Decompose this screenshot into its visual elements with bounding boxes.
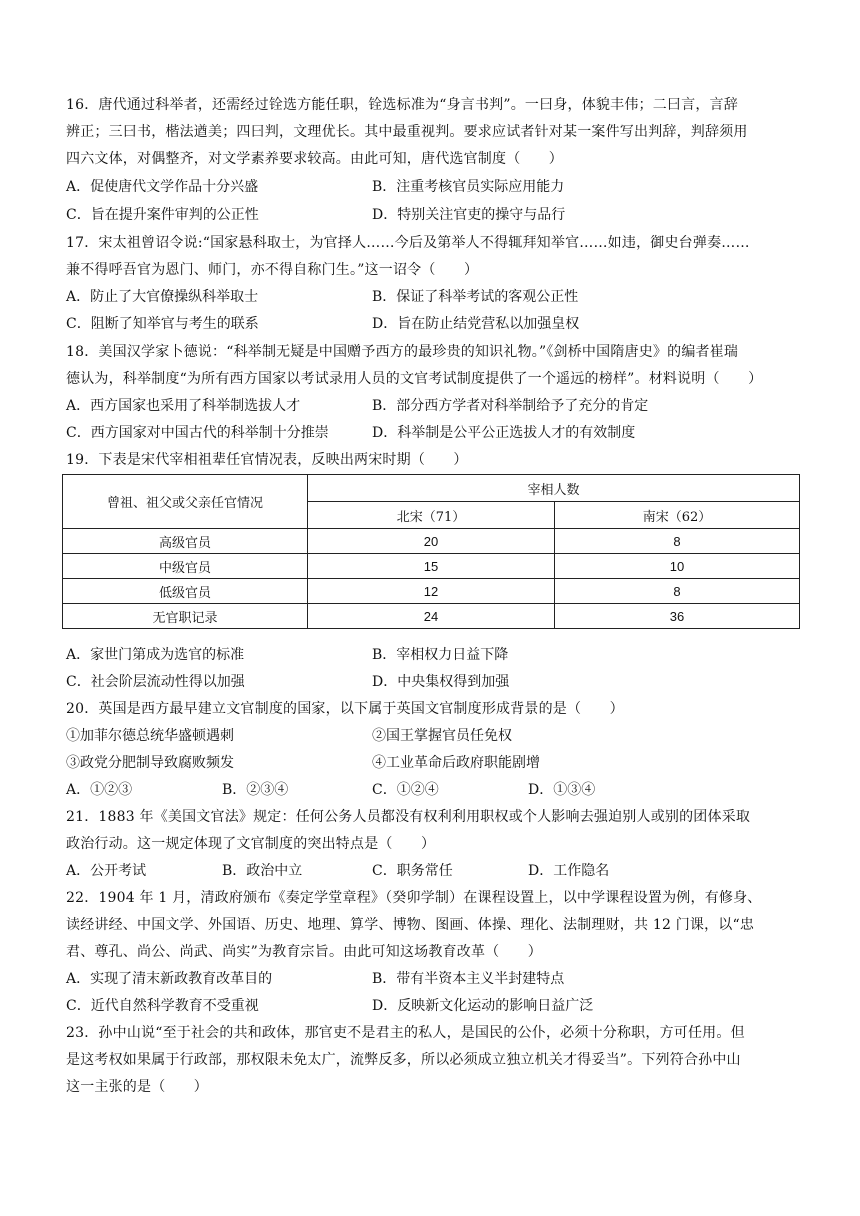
q23-stem-line-2: 是这考权如果属于行政部，那权限未免太广，流弊反多，所以必须成立独立机关才得妥当”。下列符合孙中山 [66, 1052, 741, 1068]
q17-stem-line-2: 兼不得呼吾官为恩门、师门，亦不得自称门生。”这一诏令（ ） [66, 262, 479, 278]
q18-stem-line-2: 德认为，科举制度“为所有西方国家以考试录用人员的文官考试制度提供了一个遥远的榜样”。材料说明（ ） [66, 371, 763, 387]
q17-option-b[interactable]: B．保证了科举考试的客观公正性 [372, 289, 579, 305]
row-label: 无官职记录 [63, 604, 308, 629]
table-row [63, 604, 800, 629]
q21-option-c[interactable]: C．职务常任 [372, 863, 453, 879]
q17-option-a[interactable]: A．防止了大官僚操纵科举取士 [66, 289, 259, 305]
q16-stem-line-2: 辨正；三曰书，楷法遒美；四曰判，文理优长。其中最重视判。要求应试者针对某一案件写出判辞，判辞须用 [66, 124, 748, 140]
q22-stem-line-3: 君、尊孔、尚公、尚武、尚实”为教育宗旨。由此可知这场教育改革（ ） [66, 944, 542, 960]
q20-item-4: ④工业革命后政府职能剧增 [372, 755, 540, 771]
q22-option-a[interactable]: A．实现了清末新政教育改革目的 [66, 971, 273, 987]
q20-option-c[interactable]: C．①②④ [372, 782, 439, 798]
q20-item-1: ①加菲尔德总统华盛顿遇刺 [66, 728, 234, 744]
q19-option-b[interactable]: B．宰相权力日益下降 [372, 647, 509, 663]
q16-option-b[interactable]: B．注重考核官员实际应用能力 [372, 179, 565, 195]
q17-option-c[interactable]: C．阻断了知举官与考生的联系 [66, 316, 259, 332]
north-value: 12 [308, 579, 555, 604]
q22-option-b[interactable]: B．带有半资本主义半封建特点 [372, 971, 565, 987]
q18-option-a[interactable]: A．西方国家也采用了科举制选拔人才 [66, 398, 301, 414]
q20-stem: 20．英国是西方最早建立文官制度的国家，以下属于英国文官制度形成背景的是（ ） [66, 701, 624, 717]
q20-option-a[interactable]: A．①②③ [66, 782, 133, 798]
q18-option-d[interactable]: D．科举制是公平公正选拔人才的有效制度 [372, 425, 636, 441]
south-value: 10 [555, 554, 800, 579]
q23-stem-line-1: 23．孙中山说“至于社会的共和政体，那官吏不是君主的私人，是国民的公仆，必须十分称职，方可任用。但 [66, 1025, 745, 1041]
q22-stem-line-2: 读经讲经、中国文学、外国语、历史、地理、算学、博物、图画、体操、理化、法制理财，共 12 门课，以“忠 [66, 917, 755, 933]
q18-option-b[interactable]: B．部分西方学者对科举制给予了充分的肯定 [372, 398, 649, 414]
table-group-header: 宰相人数 [308, 475, 800, 502]
q16-stem-line-1: 16．唐代通过科举者，还需经过铨选方能任职，铨选标准为“身言书判”。一曰身，体貌丰伟；二曰言，言辞 [66, 97, 738, 113]
q23-stem-line-3: 这一主张的是（ ） [66, 1079, 208, 1095]
south-value: 8 [555, 529, 800, 554]
q18-option-c[interactable]: C．西方国家对中国古代的科举制十分推崇 [66, 425, 329, 441]
north-value: 15 [308, 554, 555, 579]
q17-stem-line-1: 17．宋太祖曾诏令说:“国家悬科取士，为官择人……今后及第举人不得辄拜知举官……如违，御史台弹奏…… [66, 235, 750, 251]
table-row [63, 554, 800, 579]
q20-option-d[interactable]: D．①③④ [528, 782, 596, 798]
q21-option-d[interactable]: D．工作隐名 [528, 863, 610, 879]
q16-stem-line-3: 四六文体，对偶整齐，对文学素养要求较高。由此可知，唐代选官制度（ ） [66, 151, 563, 167]
q20-item-3: ③政党分肥制导致腐败频发 [66, 755, 234, 771]
q19-table [62, 474, 800, 629]
q16-option-a[interactable]: A．促使唐代文学作品十分兴盛 [66, 179, 259, 195]
row-label: 低级官员 [63, 579, 308, 604]
q17-option-d[interactable]: D．旨在防止结党营私以加强皇权 [372, 316, 580, 332]
north-value: 24 [308, 604, 555, 629]
q19-stem: 19．下表是宋代宰相祖辈任官情况表，反映出两宋时期（ ） [66, 452, 468, 468]
table-col-south: 南宋（62） [555, 502, 800, 529]
q22-option-d[interactable]: D．反映新文化运动的影响日益广泛 [372, 998, 594, 1014]
q21-option-a[interactable]: A．公开考试 [66, 863, 147, 879]
row-label: 高级官员 [63, 529, 308, 554]
south-value: 8 [555, 579, 800, 604]
table-col-north: 北宋（71） [308, 502, 555, 529]
q16-option-c[interactable]: C．旨在提升案件审判的公正性 [66, 207, 259, 223]
row-label: 中级官员 [63, 554, 308, 579]
q22-option-c[interactable]: C．近代自然科学教育不受重视 [66, 998, 259, 1014]
table-row [63, 529, 800, 554]
q22-stem-line-1: 22．1904 年 1 月，清政府颁布《奏定学堂章程》（癸卯学制）在课程设置上，以中学课程设置为例，有修身、 [66, 890, 762, 906]
q18-stem-line-1: 18．美国汉学家卜德说：“科举制无疑是中国赠予西方的最珍贵的知识礼物。”《剑桥中国隋唐史》的编者崔瑞 [66, 344, 739, 360]
q21-stem-line-2: 政治行动。这一规定体现了文官制度的突出特点是（ ） [66, 836, 436, 852]
q19-option-a[interactable]: A．家世门第成为选官的标准 [66, 647, 245, 663]
q20-option-b[interactable]: B．②③④ [222, 782, 289, 798]
q16-option-d[interactable]: D．特别关注官吏的操守与品行 [372, 207, 566, 223]
q20-item-2: ②国王掌握官员任免权 [372, 728, 512, 744]
table-row-header: 曾祖、祖父或父亲任官情况 [63, 475, 308, 529]
north-value: 20 [308, 529, 555, 554]
q21-option-b[interactable]: B．政治中立 [222, 863, 303, 879]
table-row [63, 579, 800, 604]
q21-stem-line-1: 21．1883 年《美国文官法》规定：任何公务人员都没有权利利用职权或个人影响去强迫别人或别的团体采取 [66, 809, 751, 825]
q19-option-c[interactable]: C．社会阶层流动性得以加强 [66, 674, 245, 690]
south-value: 36 [555, 604, 800, 629]
q19-option-d[interactable]: D．中央集权得到加强 [372, 674, 510, 690]
